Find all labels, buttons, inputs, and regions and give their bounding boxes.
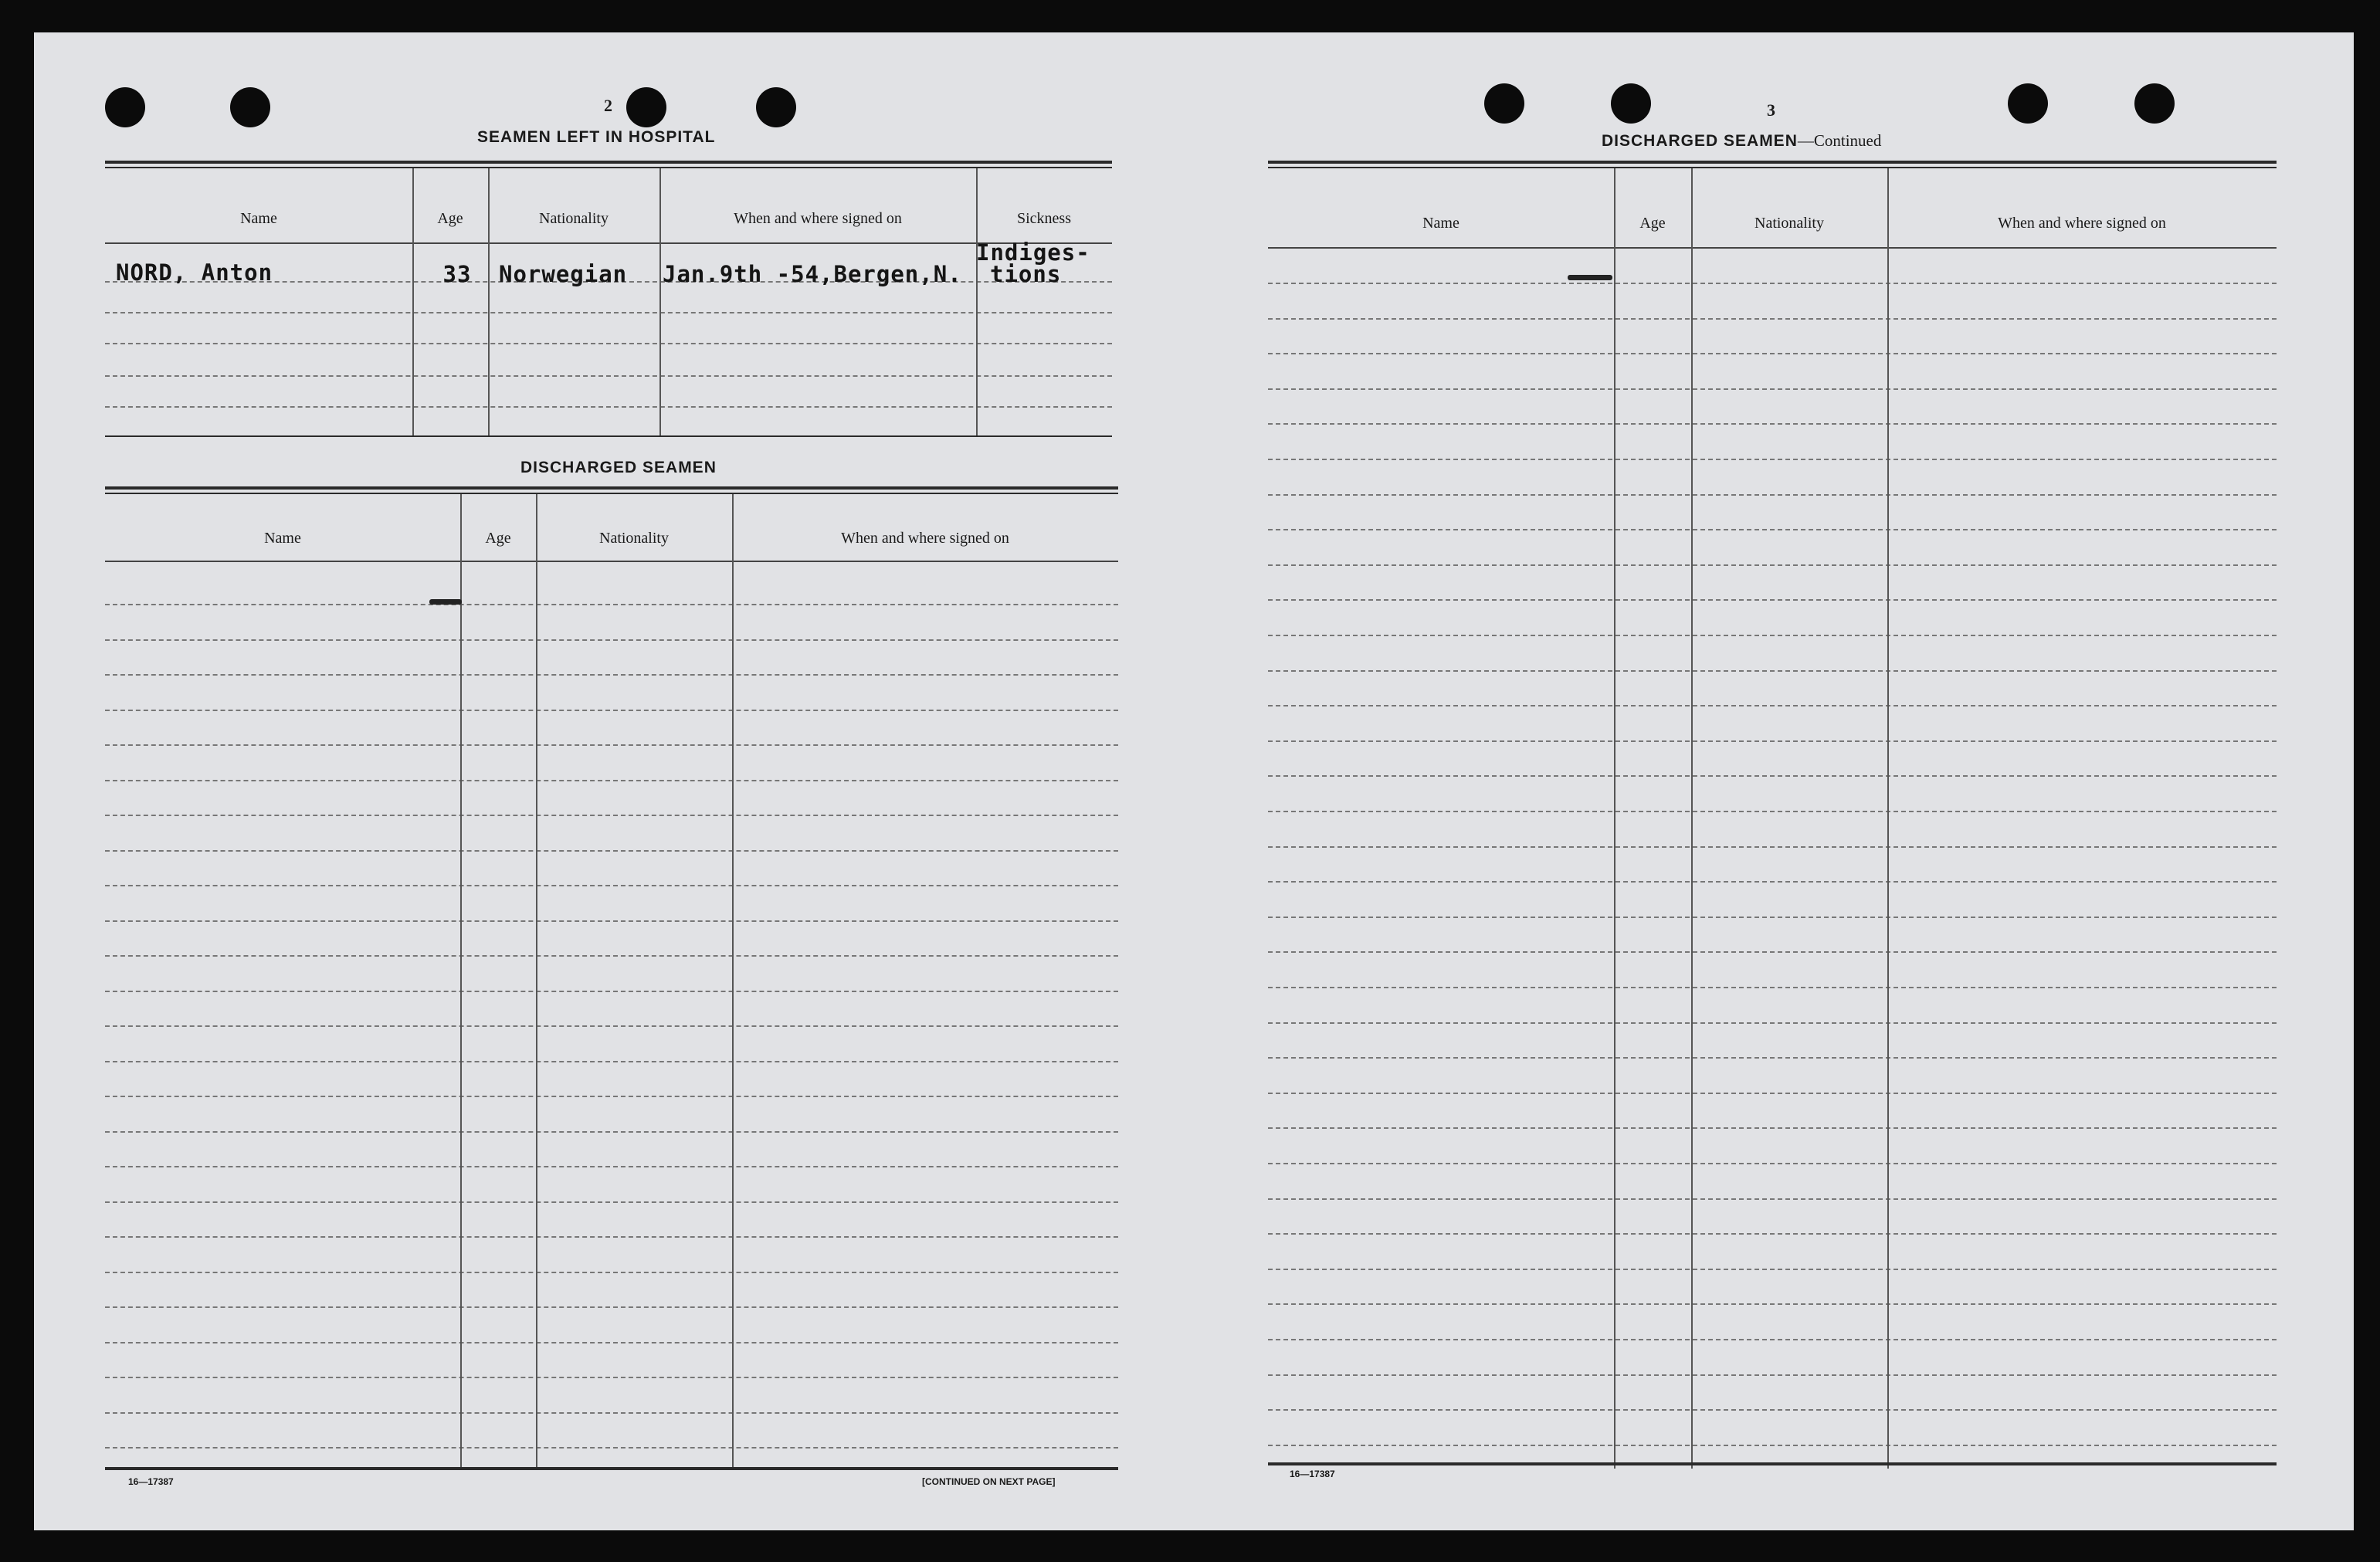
ruled-row-line [1268, 635, 2277, 636]
ruled-row-line [105, 1236, 1118, 1238]
ruled-row-line [1268, 423, 2277, 425]
discharged-continued-title [1602, 131, 1881, 151]
ruled-row-line [1268, 846, 2277, 848]
ruled-row-line [105, 955, 1118, 957]
ruled-row-line [105, 991, 1118, 992]
entry-sickness-line1: Indiges- [976, 239, 1090, 266]
ruled-row-line [105, 674, 1118, 676]
pencil-mark [429, 599, 462, 605]
ruled-row-line [1268, 1127, 2277, 1129]
entry-age: 33 [442, 261, 472, 287]
ruled-row-line [105, 1272, 1118, 1273]
col-header-age: Age [437, 210, 463, 227]
continued-note: [CONTINUED ON NEXT PAGE] [922, 1476, 1056, 1487]
ruled-row-line [1268, 705, 2277, 706]
ruled-row-line [105, 1306, 1118, 1308]
discharged-table [105, 486, 1118, 1479]
entry-signed-on: Jan.9th -54,Bergen,N. [663, 261, 962, 287]
ruled-row-line [105, 1131, 1118, 1133]
col-header-signed-on: When and where signed on [734, 210, 902, 227]
col-header-age: Age [1639, 215, 1666, 232]
punch-hole [105, 87, 145, 127]
ruled-row-line [1268, 1233, 2277, 1235]
ruled-row-line [1268, 1445, 2277, 1446]
hospital-table [105, 158, 1112, 440]
ruled-row-line [1268, 529, 2277, 530]
ruled-row-line [1268, 1269, 2277, 1270]
ruled-row-line [105, 604, 1118, 605]
punch-hole [1611, 83, 1651, 124]
col-header-name: Name [1422, 215, 1460, 232]
ruled-row-line [1268, 987, 2277, 988]
ruled-row-line [1268, 740, 2277, 742]
ruled-row-line [105, 1025, 1118, 1027]
col-header-name: Name [240, 210, 277, 227]
col-header-age: Age [485, 530, 511, 547]
ruled-row-line [1268, 775, 2277, 777]
ruled-row-line [1268, 599, 2277, 601]
col-header-nationality: Nationality [599, 530, 669, 547]
ruled-row-line [105, 920, 1118, 922]
form-number: 16—17387 [128, 1476, 174, 1487]
col-header-signed-on: When and where signed on [841, 530, 1009, 547]
ruled-row-line [1268, 811, 2277, 812]
ruled-row-line [1268, 494, 2277, 496]
punch-hole [2008, 83, 2048, 124]
ruled-row-line [1268, 670, 2277, 672]
form-number: 16—17387 [1290, 1469, 1335, 1479]
ruled-row-line [105, 1412, 1118, 1414]
ruled-row-line [1268, 881, 2277, 883]
page-number: 2 [604, 96, 612, 115]
ruled-row-line [105, 850, 1118, 852]
ruled-row-line [1268, 459, 2277, 460]
ruled-row-line [1268, 564, 2277, 566]
ruled-row-line [1268, 917, 2277, 918]
ruled-row-line [1268, 388, 2277, 390]
ruled-row-line [1268, 1163, 2277, 1164]
ruled-row-line [1268, 353, 2277, 354]
ruled-row-line [105, 710, 1118, 711]
col-header-sickness: Sickness [1017, 210, 1071, 227]
ruled-row-line [105, 1166, 1118, 1167]
ruled-row-line [1268, 1057, 2277, 1059]
discharged-continued-table [1268, 161, 2277, 1473]
entry-name: NORD, Anton [116, 259, 273, 286]
ruled-row-line [1268, 1339, 2277, 1340]
ruled-row-line [105, 1096, 1118, 1097]
ruled-row-line [1268, 1303, 2277, 1305]
ruled-row-line [105, 885, 1118, 886]
punch-hole [2134, 83, 2175, 124]
col-header-nationality: Nationality [539, 210, 609, 227]
ruled-row-line [1268, 1198, 2277, 1200]
entry-sickness-line2: tions [990, 261, 1062, 287]
entry-nationality: Norwegian [499, 261, 628, 287]
ruled-row-line [105, 639, 1118, 641]
ruled-row-line [105, 780, 1118, 781]
document-sheet [34, 32, 2354, 1530]
ruled-row-line [105, 815, 1118, 816]
punch-hole [230, 87, 270, 127]
punch-hole [756, 87, 796, 127]
ruled-row-line [1268, 1022, 2277, 1024]
col-header-name: Name [264, 530, 301, 547]
ruled-row-line [1268, 1374, 2277, 1376]
ruled-row-line [105, 1342, 1118, 1343]
punch-hole [626, 87, 666, 127]
col-header-signed-on: When and where signed on [1998, 215, 2166, 232]
ruled-row-line [1268, 1409, 2277, 1411]
col-header-nationality: Nationality [1754, 215, 1824, 232]
ruled-row-line [1268, 951, 2277, 953]
ruled-row-line [105, 1201, 1118, 1203]
ruled-row-line [105, 1061, 1118, 1062]
page-number: 3 [1767, 100, 1775, 120]
punch-hole [1484, 83, 1524, 124]
ruled-row-line [1268, 1093, 2277, 1094]
discharged-title-text: DISCHARGED SEAMEN [1602, 132, 1798, 150]
hospital-section-title: SEAMEN LEFT IN HOSPITAL [477, 128, 716, 146]
ruled-row-line [1268, 283, 2277, 284]
ruled-row-line [1268, 318, 2277, 320]
pencil-mark [1568, 275, 1612, 280]
ruled-row-line [105, 1447, 1118, 1448]
ruled-row-line [105, 1377, 1118, 1378]
ruled-row-line [105, 744, 1118, 746]
continued-suffix: —Continued [1797, 131, 1882, 150]
discharged-section-title: DISCHARGED SEAMEN [520, 459, 717, 476]
